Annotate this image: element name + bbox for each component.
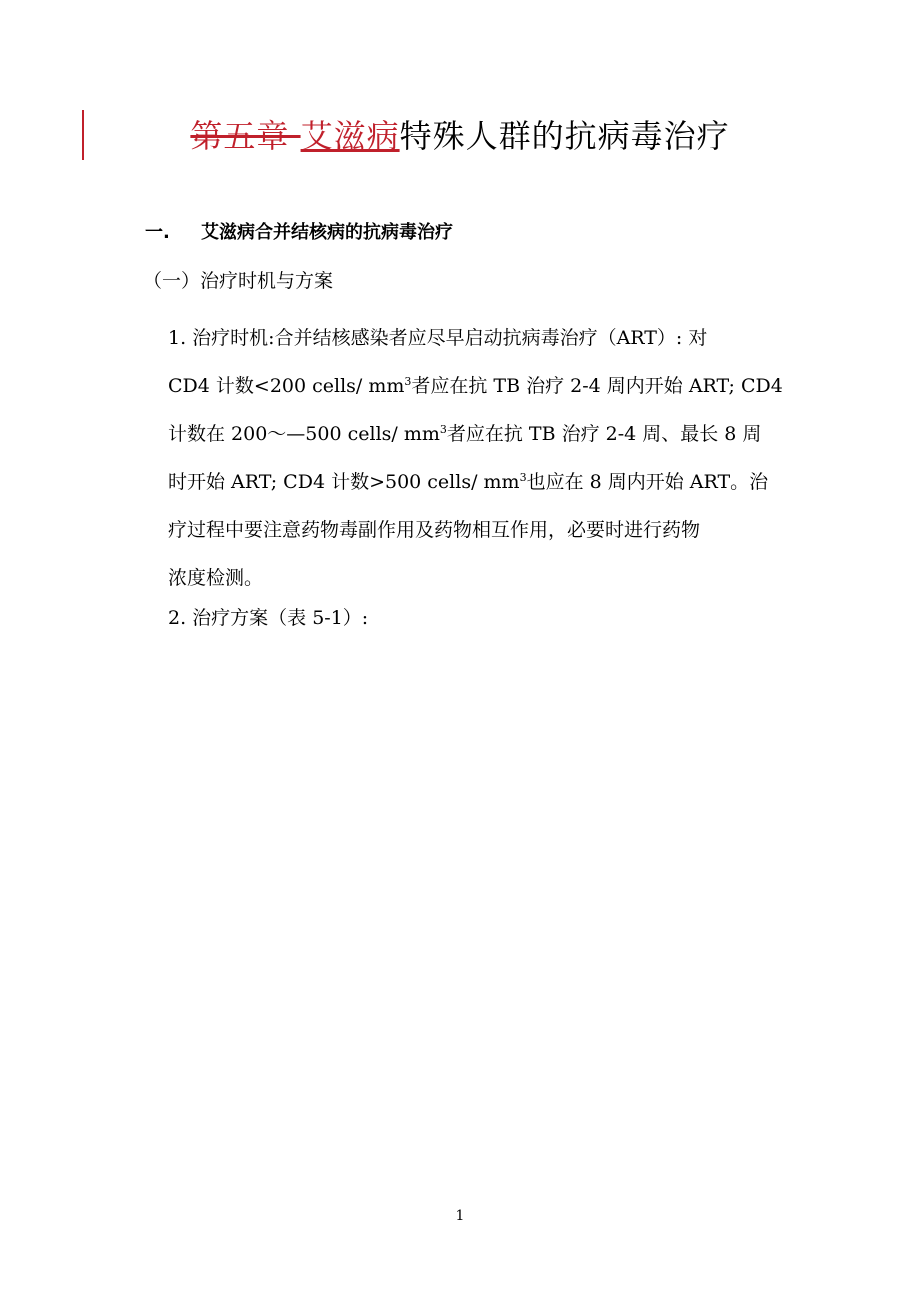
section-number: 一. xyxy=(145,222,170,243)
item-1-paragraph xyxy=(168,314,800,602)
paragraph-line: 1. 治疗时机:合并结核感染者应尽早启动抗病毒治疗（ART）: 对 xyxy=(168,327,708,349)
superscript: 3 xyxy=(404,375,412,388)
line-text: 者应在抗 TB 治疗 2-4 周、最长 8 周 xyxy=(446,423,762,445)
line-text: CD4 计数<200 cells/ mm xyxy=(168,375,405,397)
title-deleted-text: 第五章 xyxy=(190,117,301,155)
line-text: 计数在 200～—500 cells/ mm xyxy=(168,423,440,445)
title-text: 特殊人群的抗病毒治疗 xyxy=(399,117,730,155)
line-text: 者应在抗 TB 治疗 2-4 周内开始 ART; CD4 xyxy=(411,375,783,397)
paragraph-line: 疗过程中要注意药物毒副作用及药物相互作用，必要时进行药物 xyxy=(168,519,701,541)
paragraph-line: 浓度检测。 xyxy=(168,567,264,589)
title-inserted-text: 艾滋病 xyxy=(300,117,400,155)
section-heading xyxy=(145,218,453,248)
line-text: 时开始 ART; CD4 计数>500 cells/ mm xyxy=(168,471,520,493)
paragraph-line xyxy=(168,362,800,410)
superscript: 3 xyxy=(519,471,527,484)
item-2-text: 2. 治疗方案（表 5-1）: xyxy=(168,607,369,629)
section-heading-text: 艾滋病合并结核病的抗病毒治疗 xyxy=(201,222,453,243)
page-number: 1 xyxy=(455,1208,465,1224)
paragraph-line xyxy=(168,410,800,458)
superscript: 3 xyxy=(439,423,447,436)
paragraph-line xyxy=(168,458,800,506)
chapter-title xyxy=(0,112,920,160)
subsection-heading: （一）治疗时机与方案 xyxy=(143,270,334,292)
line-text: 也应在 8 周内开始 ART。治 xyxy=(526,471,769,493)
